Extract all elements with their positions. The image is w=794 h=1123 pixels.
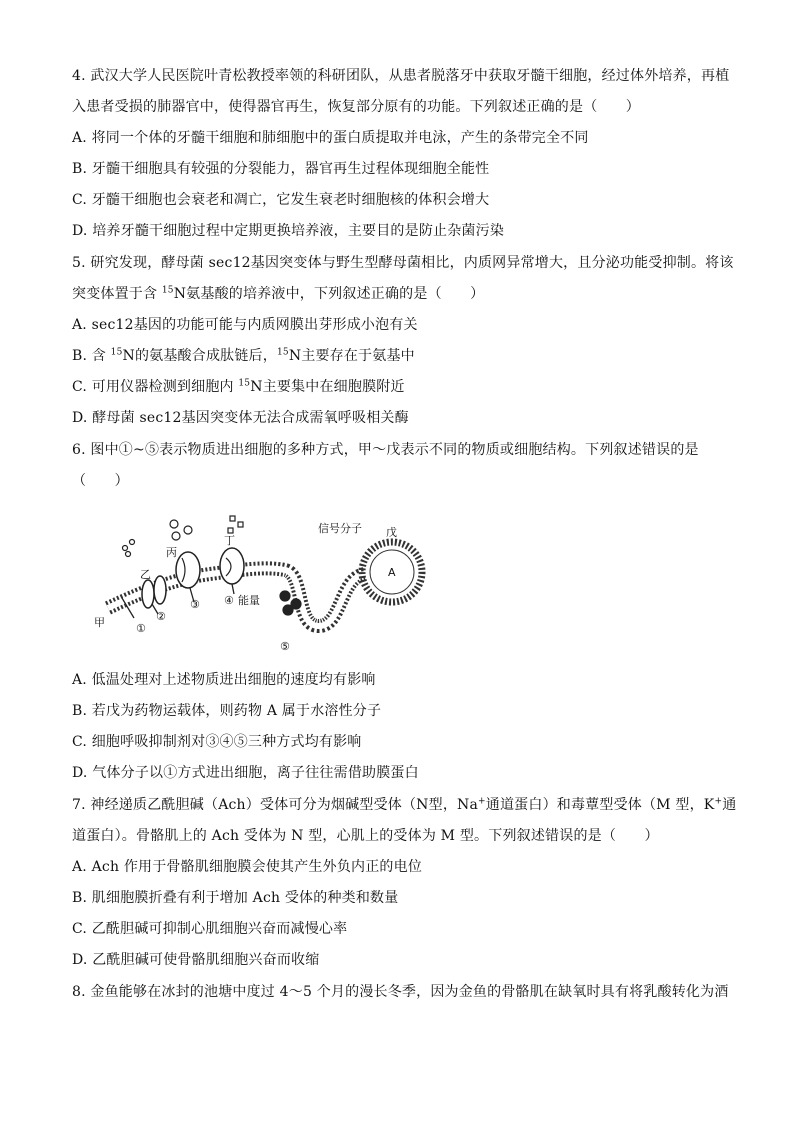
q7-option-d: D. 乙酰胆碱可使骨骼肌细胞兴奋而收缩 [72,952,320,968]
q5-stem-line2: 突变体置于含 $^{15}$N氨基酸的培养液中，下列叙述正确的是（ ） [72,285,485,302]
label-mode-3: ③ [190,598,200,611]
carrier-bing [176,552,200,588]
label-signal-molecule: 信号分子 [318,522,362,535]
q7-option-b: B. 肌细胞膜折叠有利于增加 Ach 受体的种类和数量 [72,890,399,906]
q6-option-a: A. 低温处理对上述物质进出细胞的速度均有影响 [72,672,376,688]
q4-stem-line2: 入患者受损的肺器官中，使得器官再生，恢复部分原有的功能。下列叙述正确的是（ ） [72,99,640,115]
label-bing: 丙 [166,546,177,559]
membrane-diagram [90,508,435,656]
label-ding: 丁 [224,534,235,547]
q5-option-c: C. 可用仪器检测到细胞内 $^{15}$N主要集中在细胞膜附近 [72,378,405,395]
q5-option-a: A. sec12基因的功能可能与内质网膜出芽形成小泡有关 [72,317,418,333]
label-jia: 甲 [94,616,105,629]
label-mode-2: ② [156,610,166,623]
label-mode-1: ① [136,622,146,635]
q6-option-b: B. 若戊为药物运载体，则药物 A 属于水溶性分子 [72,703,382,719]
q4-stem-line1: 4. 武汉大学人民医院叶青松教授率领的科研团队，从患者脱落牙中获取牙髓干细胞，经过体外培养，再植 [72,68,730,84]
label-yi: 乙 [140,568,151,581]
q6-stem-line1: 6. 图中①~⑤表示物质进出细胞的多种方式，甲～戊表示不同的物质或细胞结构。下列叙述错误的是 [72,442,699,458]
q6-stem-line2: （ ） [72,473,129,489]
label-mode-4: ④ [224,594,234,607]
q8-stem-line1: 8. 金鱼能够在冰封的池塘中度过 4～5 个月的漫长冬季，因为金鱼的骨骼肌在缺氧时具有将乳酸转化为酒 [72,984,729,1000]
q5-option-b: B. 含 $^{15}$N的氨基酸合成肽链后，$^{15}$N主要存在于氨基中 [72,347,415,364]
transport-arrows [122,584,234,618]
q7-option-c: C. 乙酰胆碱可抑制心肌细胞兴奋而减慢心率 [72,921,348,937]
q4-option-b: B. 牙髓干细胞具有较强的分裂能力，器官再生过程体现细胞全能性 [72,161,490,177]
q6-option-d: D. 气体分子以①方式进出细胞，离子往往需借助膜蛋白 [72,765,419,781]
membrane-transport-figure [90,508,435,656]
q6-option-c: C. 细胞呼吸抑制剂对③④⑤三种方式均有影响 [72,734,362,750]
q7-stem-line2: 道蛋白）。骨骼肌上的 Ach 受体为 N 型，心肌上的受体为 M 型。下列叙述错误的是（ ） [72,828,659,844]
label-mode-5: ⑤ [280,640,290,653]
q4-option-c: C. 牙髓干细胞也会衰老和凋亡，它发生衰老时细胞核的体积会增大 [72,192,490,208]
q4-option-a: A. 将同一个体的牙髓干细胞和肺细胞中的蛋白质提取并电泳，产生的条带完全不同 [72,130,589,146]
label-wu: 戊 [386,526,397,539]
pump-ding [220,548,244,584]
q7-option-a: A. Ach 作用于骨骼肌细胞膜会使其产生外负内正的电位 [72,859,423,875]
q5-stem-line1: 5. 研究发现，酵母菌 sec12基因突变体与野生型酵母菌相比，内质网异常增大，且分泌功能受抑制。将该 [72,255,734,271]
q4-option-d: D. 培养牙髓干细胞过程中定期更换培养液，主要目的是防止杂菌污染 [72,223,505,239]
q5-option-d: D. 酵母菌 sec12基因突变体无法合成需氧呼吸相关酶 [72,410,409,426]
q7-stem-line1: 7. 神经递质乙酰胆碱（Ach）受体可分为烟碱型受体（N型，Na+通道蛋白）和毒蕈型受体（M 型，K+通 [72,796,737,813]
label-energy: 能量 [238,594,260,607]
label-drug-a: A [388,566,396,579]
